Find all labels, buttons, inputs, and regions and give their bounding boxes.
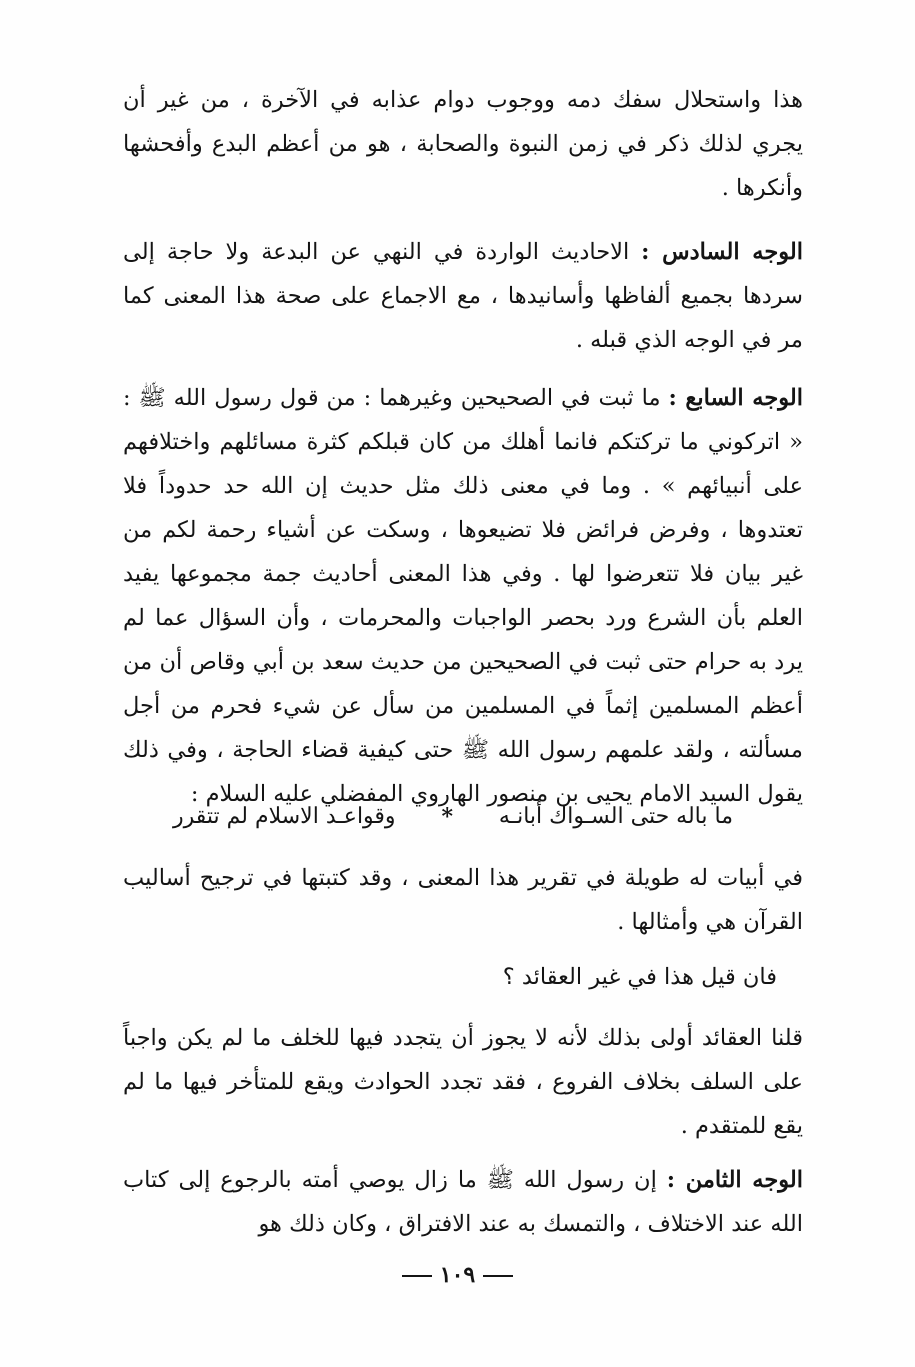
paragraph-verse-comment <box>123 856 803 944</box>
verse-second-hemistich: وقواعـد الاسلام لم تتقرر <box>173 804 396 829</box>
paragraph-text: قلنا العقائد أولى بذلك لأنه لا يجوز أن يتجدد فيها للخلف ما لم يكن واجباً على السلف بخلاف الفروع ، فقد تجدد الحوادث ويقع للمتأخر فيها ما لم يقع للمتقدم . <box>123 1025 803 1139</box>
paragraph-seventh-aspect <box>123 376 803 816</box>
paragraph-sixth-aspect <box>123 230 803 362</box>
page-number-dash-left <box>402 1275 432 1277</box>
section-heading-sixth-aspect: الوجه السادس : <box>641 239 803 265</box>
paragraph-answer <box>123 1016 803 1148</box>
page-number-value: ١٠٩ <box>439 1262 476 1288</box>
paragraph-eighth-aspect <box>123 1158 803 1246</box>
page-number <box>0 1262 915 1288</box>
paragraph-question <box>97 955 777 999</box>
section-heading-seventh-aspect: الوجه السابع : <box>668 385 803 411</box>
paragraph-continuation <box>123 78 803 210</box>
paragraph-text: هذا واستحلال سفك دمه ووجوب دوام عذابه في الآخرة ، من غير أن يجري لذلك ذكر في زمن النبوة والصحابة ، هو من أعظم البدع وأفحشها وأنكرها . <box>123 87 803 201</box>
paragraph-text: ما ثبت في الصحيحين وغيرهما : من قول رسول الله ﷺ : « اتركوني ما تركتكم فانما أهلك من كان قبلكم كثرة مسائلهم واختلافهم على أنبيائهم » . وما في معنى ذلك مثل حديث إن الله حد حدوداً فلا تعتدوها ، وفرض فرائض فلا تضيعوها ، وسكت عن أشياء رحمة لكم من غير بيان فلا تتعرضوا لها . وفي هذا المعنى أحاديث جمة مجموعها يفيد العلم بأن الشرع ورد بحصر الواجبات والمحرمات ، وأن السؤال عما لم يرد به حرام حتى ثبت في الصحيحين من حديث سعد بن أبي وقاص أن من أعظم المسلمين إثماً في المسلمين من سأل عن شيء فحرم من أجل مسألته ، ولقد علمهم رسول الله ﷺ حتى كيفية قضاء الحاجة ، وفي ذلك يقول السيد الامام يحيى بن منصور الهاروي المفضلي عليه السلام : <box>123 385 803 807</box>
paragraph-text: إن رسول الله ﷺ ما زال يوصي أمته بالرجوع إلى كتاب الله عند الاختلاف ، والتمسك به عند الافتراق ، وكان ذلك هو <box>123 1167 803 1237</box>
verse-separator: * <box>441 804 453 830</box>
paragraph-text: فان قيل هذا في غير العقائد ؟ <box>502 964 777 990</box>
section-heading-eighth-aspect: الوجه الثامن : <box>666 1167 804 1193</box>
paragraph-text: في أبيات له طويلة في تقرير هذا المعنى ، وقد كتبتها في ترجيح أساليب القرآن هي وأمثالها . <box>123 865 803 935</box>
verse-first-hemistich: ما باله حتى السـواك أبانـه <box>498 804 733 829</box>
paragraph-text: الاحاديث الواردة في النهي عن البدعة ولا حاجة إلى سردها بجميع ألفاظها وأسانيدها ، مع الاجماع على صحة هذا المعنى كما مر في الوجه الذي قبله . <box>123 239 803 353</box>
poetry-verse <box>173 797 733 837</box>
page-number-dash-right <box>483 1275 513 1277</box>
